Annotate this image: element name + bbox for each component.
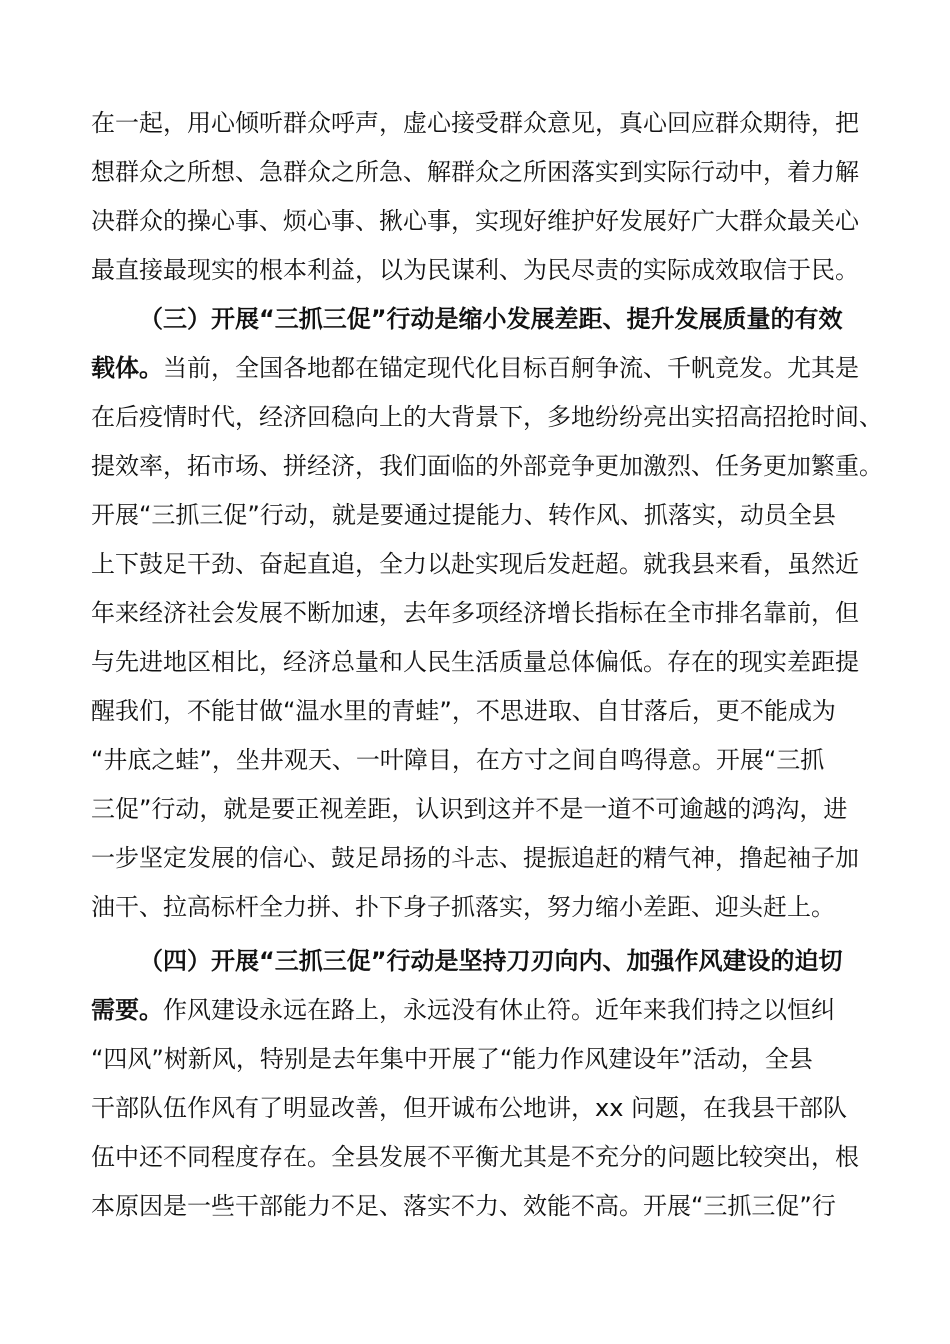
text-line: 在后疫情时代，经济回稳向上的大背景下，多地纷纷亮出实招高招抢时间、 (91, 403, 883, 431)
text-line: 伍中还不同程度存在。全县发展不平衡尤其是不充分的问题比较突出，根 (91, 1143, 859, 1171)
text-line: 决群众的操心事、烦心事、揪心事，实现好维护好发展好广大群众最关心 (91, 207, 859, 235)
section-heading-4-end: 需要。 (91, 996, 163, 1024)
text-line: 与先进地区相比，经济总量和人民生活质量总体偏低。存在的现实差距提 (91, 648, 859, 676)
text-line: 开展“三抓三促”行动，就是要通过提能力、转作风、抓落实，动员全县 (91, 501, 836, 529)
text-line: 本原因是一些干部能力不足、落实不力、效能不高。开展“三抓三促”行 (91, 1192, 836, 1220)
text-line: 想群众之所想、急群众之所急、解群众之所困落实到实际行动中，着力解 (91, 158, 859, 186)
text-line: 上下鼓足干劲、奋起直追，全力以赴实现后发赶超。就我县来看，虽然近 (91, 550, 859, 578)
text-line: 醒我们，不能甘做“温水里的青蛙”，不思进取、自甘落后，更不能成为 (91, 697, 836, 725)
text-line: “井底之蛙”，坐井观天、一叶障目，在方寸之间自鸣得意。开展“三抓 (91, 746, 825, 774)
section-heading-3-end: 载体。 (91, 354, 163, 382)
text-line-mixed (91, 993, 835, 1027)
text-line: 提效率，拓市场、拼经济，我们面临的外部竞争更加激烈、任务更加繁重。 (91, 452, 883, 480)
text-line: “四风”树新风，特别是去年集中开展了“能力作风建设年”活动，全县 (91, 1045, 813, 1073)
section-heading-4: （四）开展“三抓三促”行动是坚持刀刃向内、加强作风建设的迫切 (139, 947, 843, 975)
text-line-mixed (91, 351, 859, 385)
section-heading-3: （三）开展“三抓三促”行动是缩小发展差距、提升发展质量的有效 (139, 305, 843, 333)
text-line: 年来经济社会发展不断加速，去年多项经济增长指标在全市排名靠前，但 (91, 599, 859, 627)
text-line: 三促”行动，就是要正视差距，认识到这并不是一道不可逾越的鸿沟，进 (91, 795, 848, 823)
text-line: 一步坚定发展的信心、鼓足昂扬的斗志、提振追赶的精气神，撸起袖子加 (91, 844, 859, 872)
text-line: 干部队伍作风有了明显改善，但开诚布公地讲，xx 问题，在我县干部队 (91, 1094, 848, 1122)
text-segment: 作风建设永远在路上，永远没有休止符。近年来我们持之以恒纠 (163, 996, 835, 1024)
text-line: 在一起，用心倾听群众呼声，虚心接受群众意见，真心回应群众期待，把 (91, 109, 859, 137)
text-line: 油干、拉高标杆全力拼、扑下身子抓落实，努力缩小差距、迎头赶上。 (91, 893, 835, 921)
text-line: 最直接最现实的根本利益，以为民谋利、为民尽责的实际成效取信于民。 (91, 256, 859, 284)
text-segment: 当前，全国各地都在锚定现代化目标百舸争流、千帆竞发。尤其是 (163, 354, 859, 382)
